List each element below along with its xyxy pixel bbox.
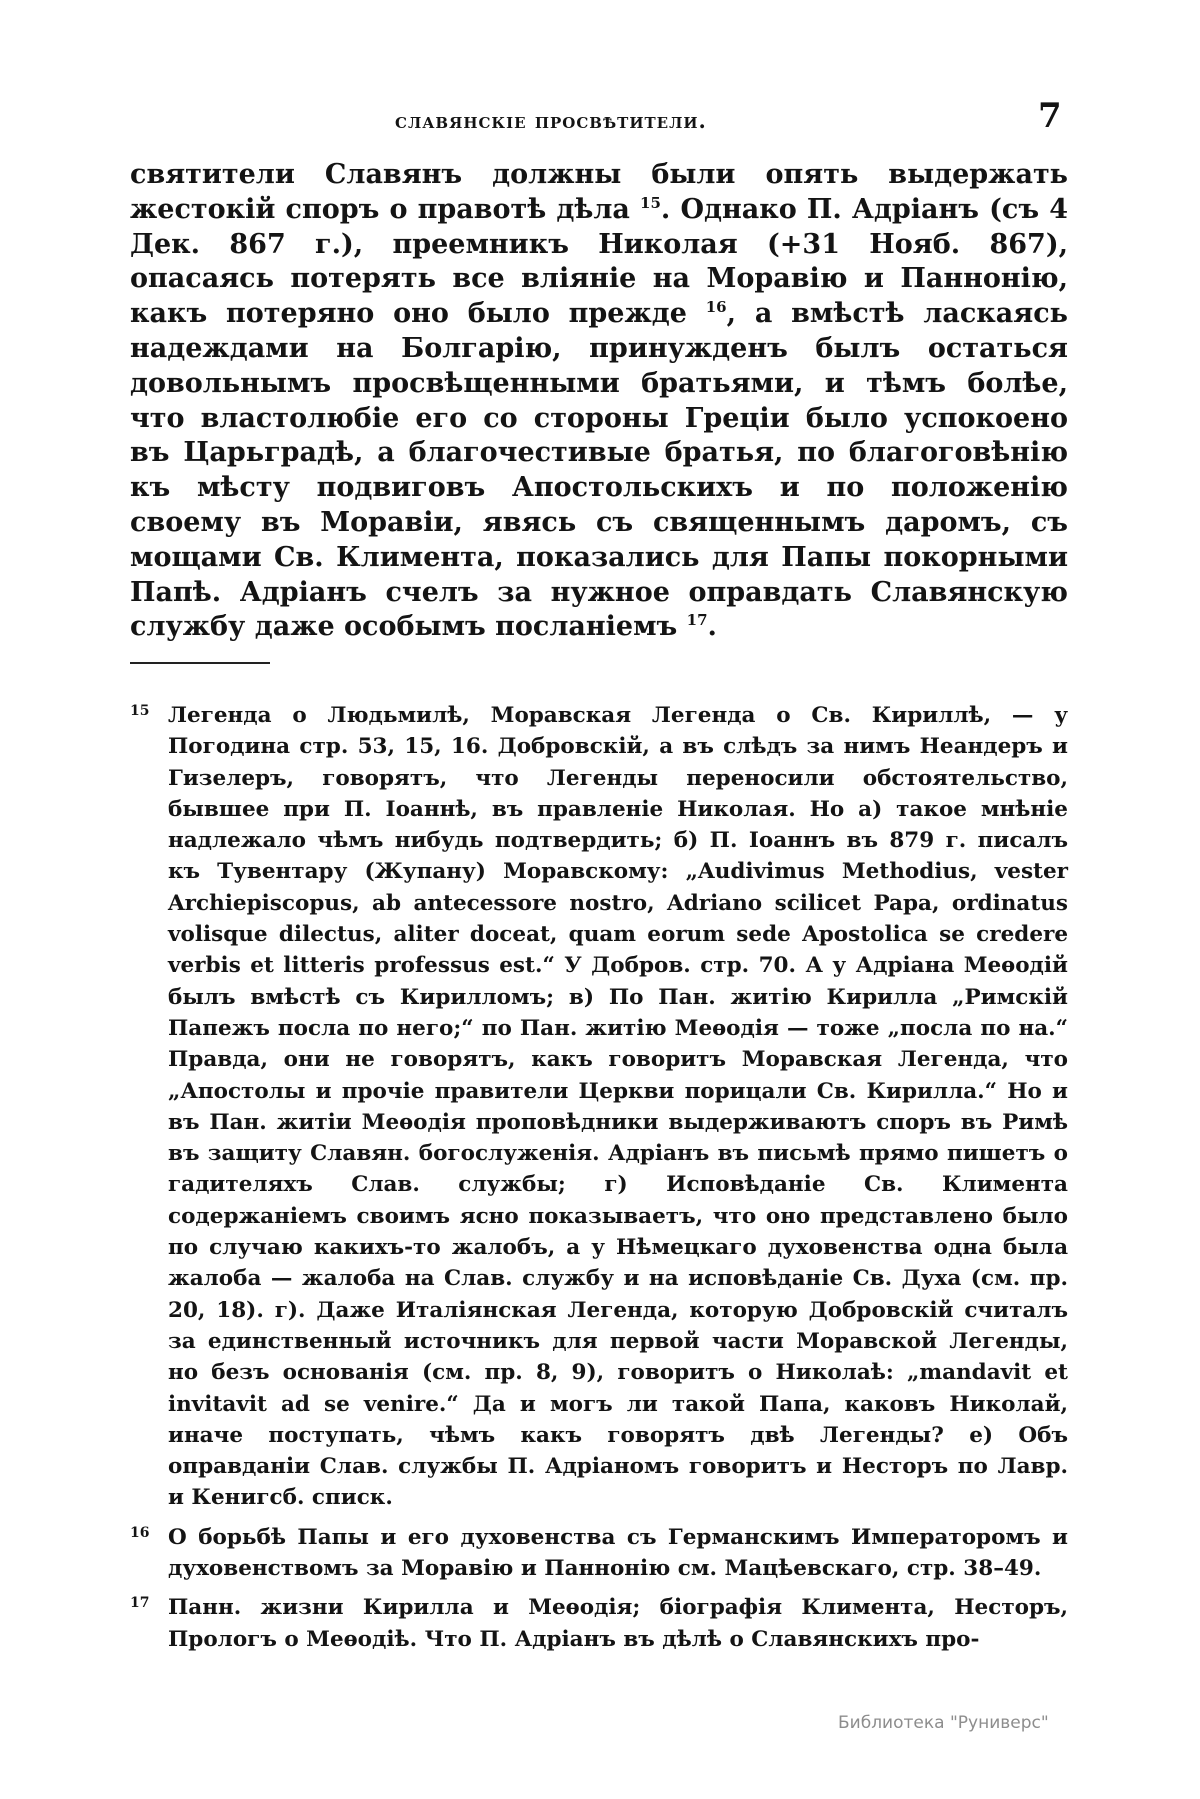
main-text-part-1: святители Славянъ должны были опять выдержать жестокій споръ о правотѣ дѣла	[130, 159, 1068, 225]
page-number: 7	[1038, 96, 1062, 136]
footnote-mark: 17	[130, 1595, 150, 1612]
footnote-17	[130, 1592, 1068, 1655]
footnote-separator	[130, 662, 270, 664]
footnote-mark: 15	[130, 703, 150, 719]
footnote-15	[130, 700, 1068, 1514]
footnote-mark: 16	[130, 1524, 150, 1541]
main-text-part-3: , а вмѣстѣ ласкаясь надеждами на Болгарію, принужденъ былъ остаться довольнымъ просвѣщенными братьями, и тѣмъ болѣе, что властолюбіе его со стороны Греціи было успокоено въ Царьградѣ, а благочестивые братья, по благоговѣнію къ мѣсту подвиговъ Апостольскихъ и по положенію своему въ Моравіи, явясь съ священнымъ даромъ, съ мощами Св. Климента, показались для Папы покорными Папѣ. Адріанъ счелъ за нужное оправдать Славянскую службу даже особымъ посланіемъ	[130, 298, 1069, 643]
main-text-part-2: . Однако П. Адріанъ (съ 4 Дек. 867 г.), преемникъ Николая (+31 Нояб. 867), опасаясь потерять все вліяніе на Моравію и Паннонію, какъ потеряно оно было прежде	[130, 193, 1068, 330]
library-watermark: Библиотека "Руниверс"	[838, 1713, 1049, 1733]
footnote-ref-17[interactable]: 17	[686, 611, 708, 630]
footnote-text: Легенда о Людьмилѣ, Моравская Легенда о Св. Кириллѣ, — у Погодина стр. 53, 15, 16. Добровскій, а въ слѣдъ за нимъ Неандеръ и Гизелеръ, говорятъ, что Легенды переносили обстоятельство, бывшее при П. Іоаннѣ, въ правленіе Николая. Но а) такое мнѣніе надлежало чѣмъ нибудь подтвердить; б) П. Іоаннъ въ 879 г. писалъ къ Тувентару (Жупану) Моравскому: „Audivimus Methodius, vester Archiepiscopus, ab antecessore nostro, Adriano scilicet Papa, ordinatus volisque dilectus, aliter doceat, quam eorum sede Apostolica se credere verbis et litteris professus est.“ У Добров. стр. 70. А у Адріана Меѳодій былъ вмѣстѣ съ Кирилломъ; в) По Пан. житію Кирилла „Римскій Папежъ посла по него;“ по Пан. житію Меѳодія — тоже „посла по на.“ Правда, они не говорятъ, какъ говоритъ Моравская Легенда, что „Апостолы и прочіе правители Церкви порицали Св. Кирилла.“ Но и въ Пан. житіи Меѳодія проповѣдники выдерживаютъ споръ въ Римѣ въ защиту Славян. богослуженія. Адріанъ въ письмѣ прямо пишетъ о гадителяхъ Слав. службы; г) Исповѣданіе Св. Климента содержаніемъ своимъ ясно показываетъ, что оно представлено было по случаю какихъ-то жалобъ, а у Нѣмецкаго духовенства одна была жалоба — жалоба на Слав. службу и на исповѣданіе Св. Духа (см. пр. 20, 18). г). Даже Италіянская Легенда, которую Добровскій считалъ за единственный источникъ для первой части Моравской Легенды, но безъ основанія (см. пр. 8, 9), говоритъ о Николаѣ: „mandavit et invitavit ad se venire.“ Да и могъ ли такой Папа, каковъ Николай, иначе поступать, чѣмъ какъ говорятъ двѣ Легенды? е) Объ оправданіи Слав. службы П. Адріаномъ говоритъ и Несторъ по Лавр. и Кенигсб. списк.	[168, 703, 1068, 1511]
footnote-16	[130, 1522, 1068, 1585]
main-paragraph	[130, 158, 1068, 645]
running-title: славянскіе просвѣтители.	[395, 108, 707, 133]
footnote-ref-16[interactable]: 16	[705, 298, 727, 317]
main-text	[130, 158, 1068, 645]
footnote-text: О борьбѣ Папы и его духовенства съ Германскимъ Императоромъ и духовенствомъ за Моравію и Паннонію см. Мацѣевскаго, стр. 38–49.	[168, 1524, 1068, 1582]
footnote-ref-15[interactable]: 15	[640, 193, 661, 212]
main-text-part-4: .	[707, 611, 717, 643]
footnotes	[130, 700, 1068, 1663]
footnote-text: Панн. жизни Кирилла и Меѳодія; біографія Климента, Несторъ, Прологъ о Меѳодіѣ. Что П. Адріанъ въ дѣлѣ о Славянскихъ про-	[168, 1595, 1068, 1652]
